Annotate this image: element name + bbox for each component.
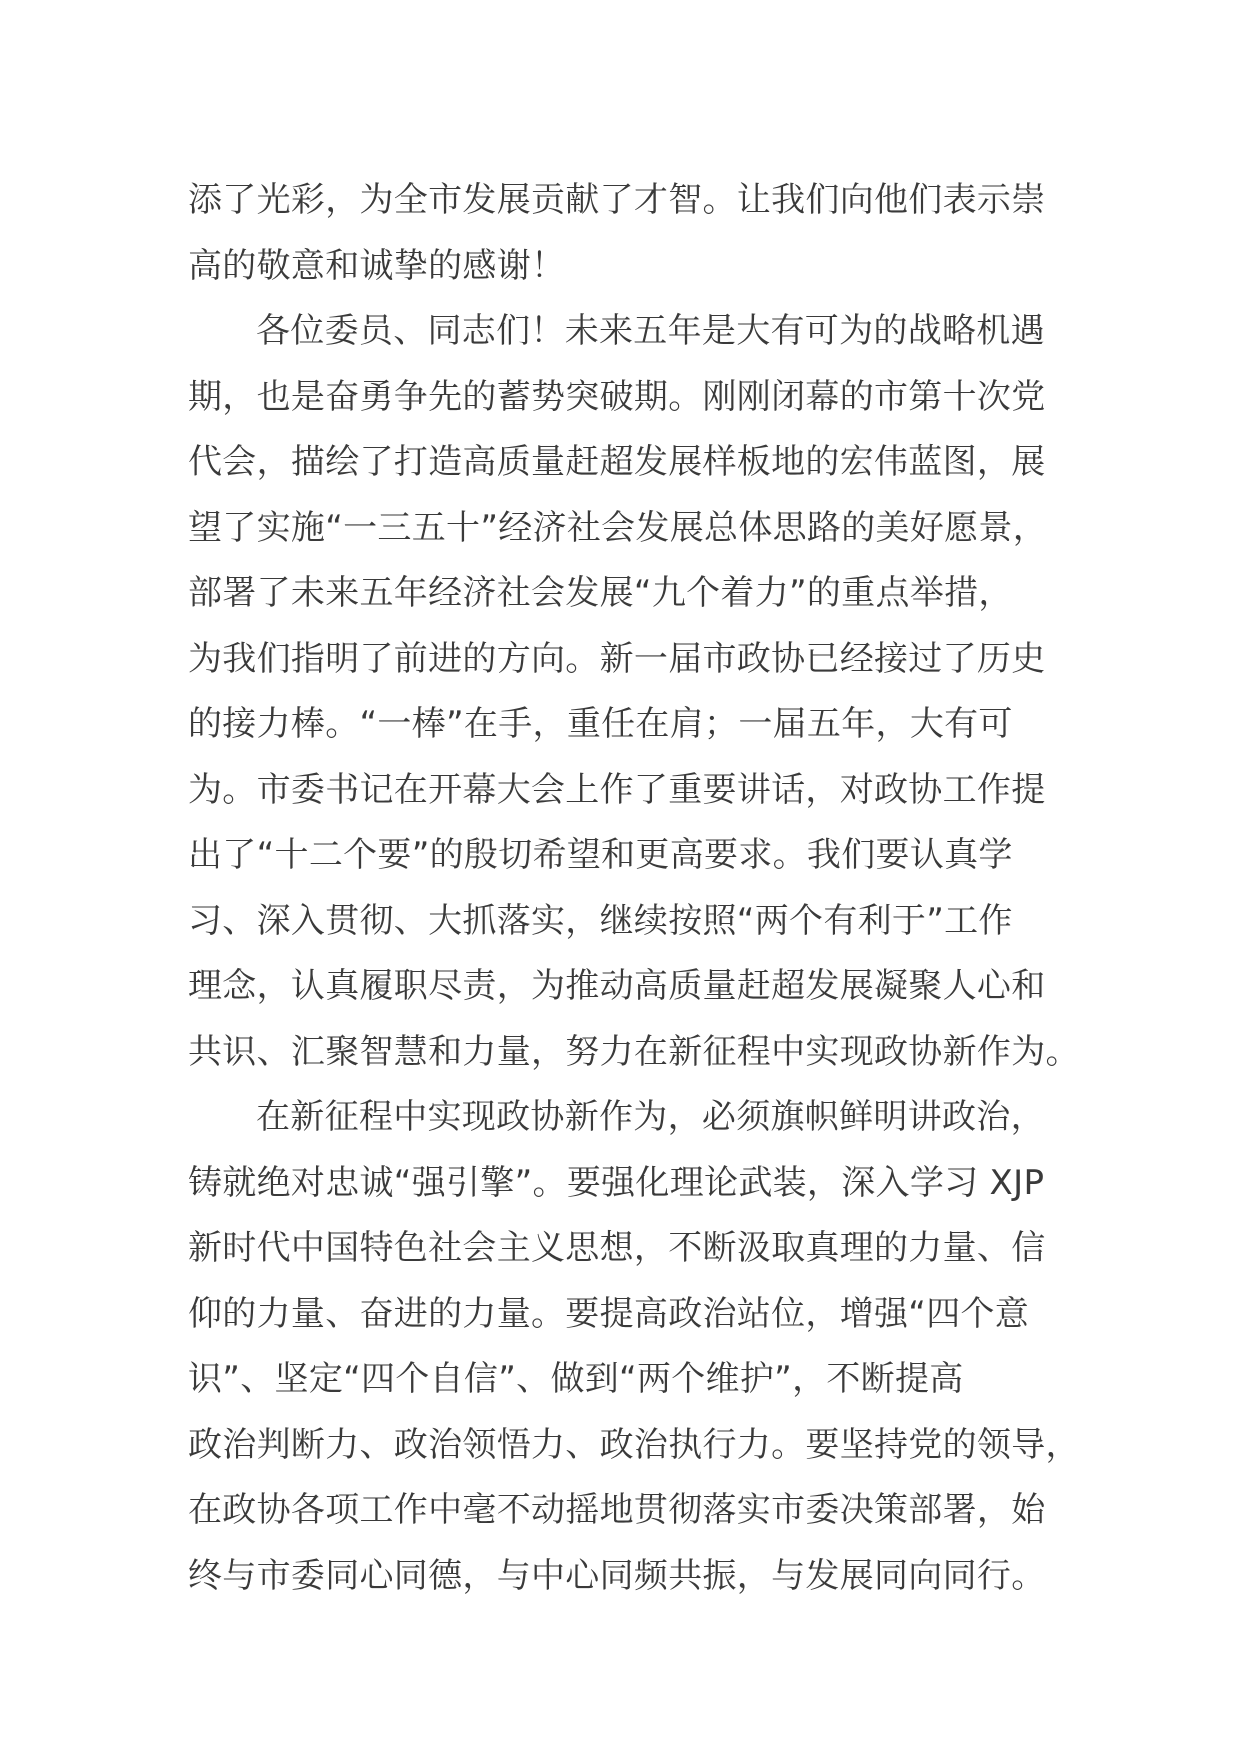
text-line: 终与市委同心同德，与中心同频共振，与发展同向同行。 — [188, 1555, 1046, 1596]
paragraph-start-line: 在新征程中实现政协新作为，必须旗帜鲜明讲政治， — [256, 1097, 1045, 1137]
text-line: 铸就绝对忠诚“强引擎”。要强化理论武装，深入学习 XJP — [188, 1162, 1045, 1203]
text-line: 识”、坚定“四个自信”、做到“两个维护”，不断提高 — [188, 1359, 964, 1399]
text-line: 的接力棒。“一棒”在手，重任在肩；一届五年，大有可 — [188, 704, 1013, 744]
text-line: 代会，描绘了打造高质量赶超发展样板地的宏伟蓝图，展 — [188, 442, 1046, 482]
text-line: 共识、汇聚智慧和力量，努力在新征程中实现政协新作为。 — [188, 1031, 1080, 1072]
body-text — [188, 168, 1080, 1609]
text-line: 为我们指明了前进的方向。新一届市政协已经接过了历史 — [188, 638, 1046, 679]
text-line: 出了“十二个要”的殷切希望和更高要求。我们要认真学 — [188, 835, 1013, 875]
text-line: 为。市委书记在开幕大会上作了重要讲话，对政协工作提 — [188, 769, 1046, 810]
text-line: 新时代中国特色社会主义思想，不断汲取真理的力量、信 — [188, 1228, 1046, 1268]
text-line: 理念，认真履职尽责，为推动高质量赶超发展凝聚人心和 — [188, 966, 1046, 1006]
text-line: 仰的力量、奋进的力量。要提高政治站位，增强“四个意 — [188, 1293, 1030, 1334]
text-line: 在政协各项工作中毫不动摇地贯彻落实市委决策部署，始 — [188, 1490, 1046, 1530]
text-line: 期，也是奋勇争先的蓄势突破期。刚刚闭幕的市第十次党 — [188, 376, 1046, 417]
paragraph-start-line: 各位委员、同志们！未来五年是大有可为的战略机遇 — [256, 311, 1045, 351]
text-line: 部署了未来五年经济社会发展“九个着力”的重点举措， — [188, 573, 1013, 613]
text-line: 政治判断力、政治领悟力、政治执行力。要坚持党的领导， — [188, 1424, 1080, 1465]
text-line: 望了实施“一三五十”经济社会发展总体思路的美好愿景， — [188, 507, 1048, 548]
text-line: 高的敬意和诚挚的感谢！ — [188, 245, 566, 286]
text-line: 添了光彩，为全市发展贡献了才智。让我们向他们表示崇 — [188, 180, 1046, 220]
text-line: 习、深入贯彻、大抓落实，继续按照“两个有利于”工作 — [188, 900, 1013, 941]
